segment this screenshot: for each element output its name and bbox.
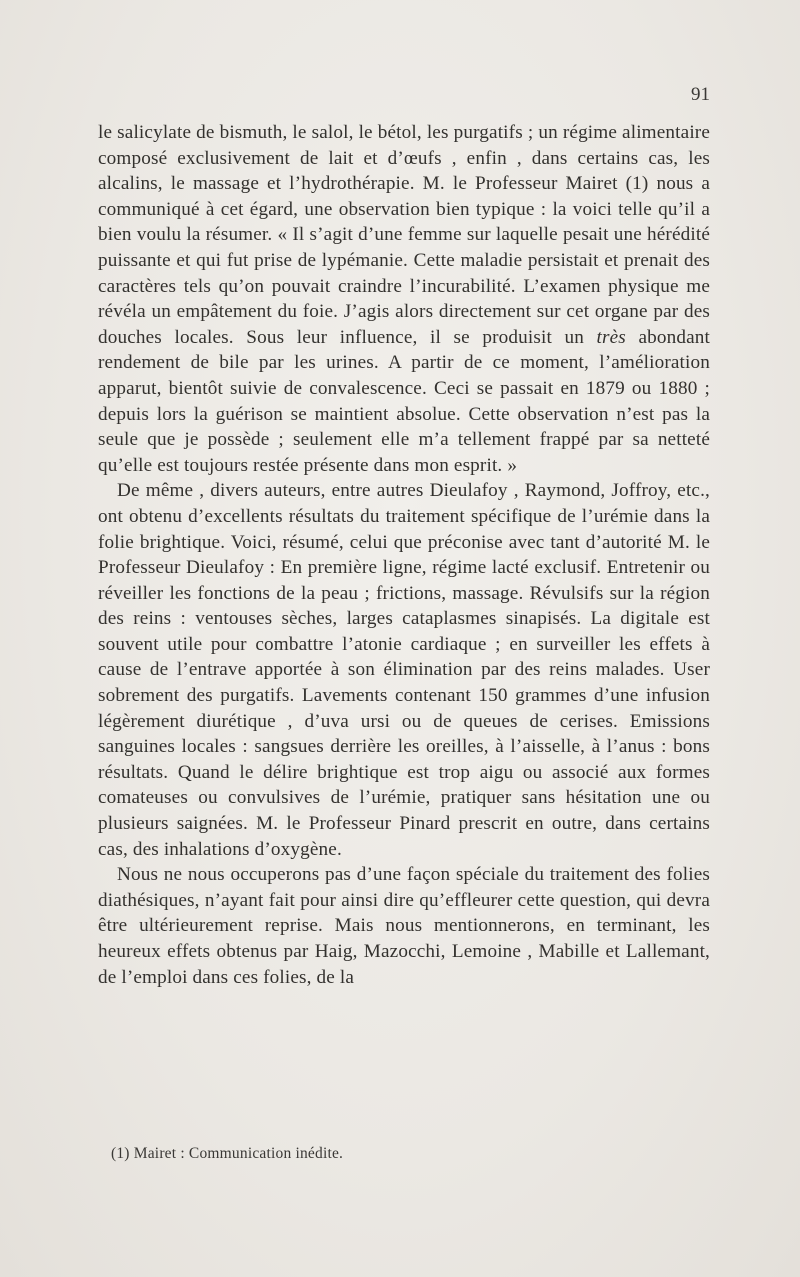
- italic-text: très: [596, 326, 626, 348]
- paragraph-2: [98, 478, 710, 862]
- body-text: [98, 120, 710, 990]
- paragraph-3: [98, 862, 710, 990]
- paragraph-text: abondant rendement de bile par les urines. A partir de ce moment, l’amélioration apparut, bientôt suivie de convalescence. Ceci se passait en 1879 ou 1880 ; depuis lors la guérison se maintient absolue. Cette observation n’est pas la seule que je possède ; seulement elle m’a tellement frappé par sa netteté qu’elle est toujours restée présente dans mon esprit. »: [98, 326, 710, 476]
- paragraph-1: [98, 120, 710, 478]
- page-number: 91: [691, 84, 710, 105]
- paragraph-text: De même , divers auteurs, entre autres Dieulafoy , Raymond, Joffroy, etc., ont obtenu d’excellents résultats du traitement spécifique de l’urémie dans la folie brightique. Voici, résumé, celui que préconise avec tant d’autorité M. le Professeur Dieulafoy : En première ligne, régime lacté exclusif. Entretenir ou réveiller les fonctions de la peau ; frictions, massage. Révulsifs sur la région des reins : ventouses sèches, larges cataplasmes sinapisés. La digitale est souvent utile pour combattre l’atonie cardiaque ; en surveiller les effets à cause de l’entrave apportée à son élimination par des reins malades. User sobrement des purgatifs. Lavements contenant 150 grammes d’une infusion légèrement diurétique , d’uva ursi ou de queues de cerises. Emissions sanguines locales : sangsues derrière les oreilles, à l’aisselle, à l’anus : bons résultats. Quand le délire brightique est trop aigu ou associé aux formes comateuses ou convulsives de l’urémie, pratiquer sans hésitation une ou plusieurs saignées. M. le Professeur Pinard prescrit en outre, dans certains cas, des inhalations d’oxygène.: [98, 480, 710, 860]
- paragraph-text: le salicylate de bismuth, le salol, le bétol, les purgatifs ; un régime alimentaire composé exclusivement de lait et d’œufs , enfin , dans certains cas, les alcalins, le massage et l’hydrothérapie. M. le Professeur Mairet (1) nous a communiqué à cet égard, une observation bien typique : la voici telle qu’il a bien voulu la résumer. « Il s’agit d’une femme sur laquelle pesait une hérédité puissante et qui fut prise de lypémanie. Cette maladie persistait et prenait des caractères tels qu’on pouvait craindre l’incurabilité. L’examen physique me révéla un empâtement du foie. J’agis alors directement sur cet organe par des douches locales. Sous leur influence, il se produisit un: [98, 122, 710, 348]
- paragraph-text: Nous ne nous occuperons pas d’une façon spéciale du traitement des folies diathésiques, n’ayant fait pour ainsi dire qu’effleurer cette question, qui devra être ultérieurement reprise. Mais nous mentionnerons, en terminant, les heureux effets obtenus par Haig, Mazocchi, Lemoine , Mabille et Lallemant, de l’emploi dans ces folies, de la: [98, 864, 710, 988]
- footnote: (1) Mairet : Communication inédite.: [111, 1145, 344, 1162]
